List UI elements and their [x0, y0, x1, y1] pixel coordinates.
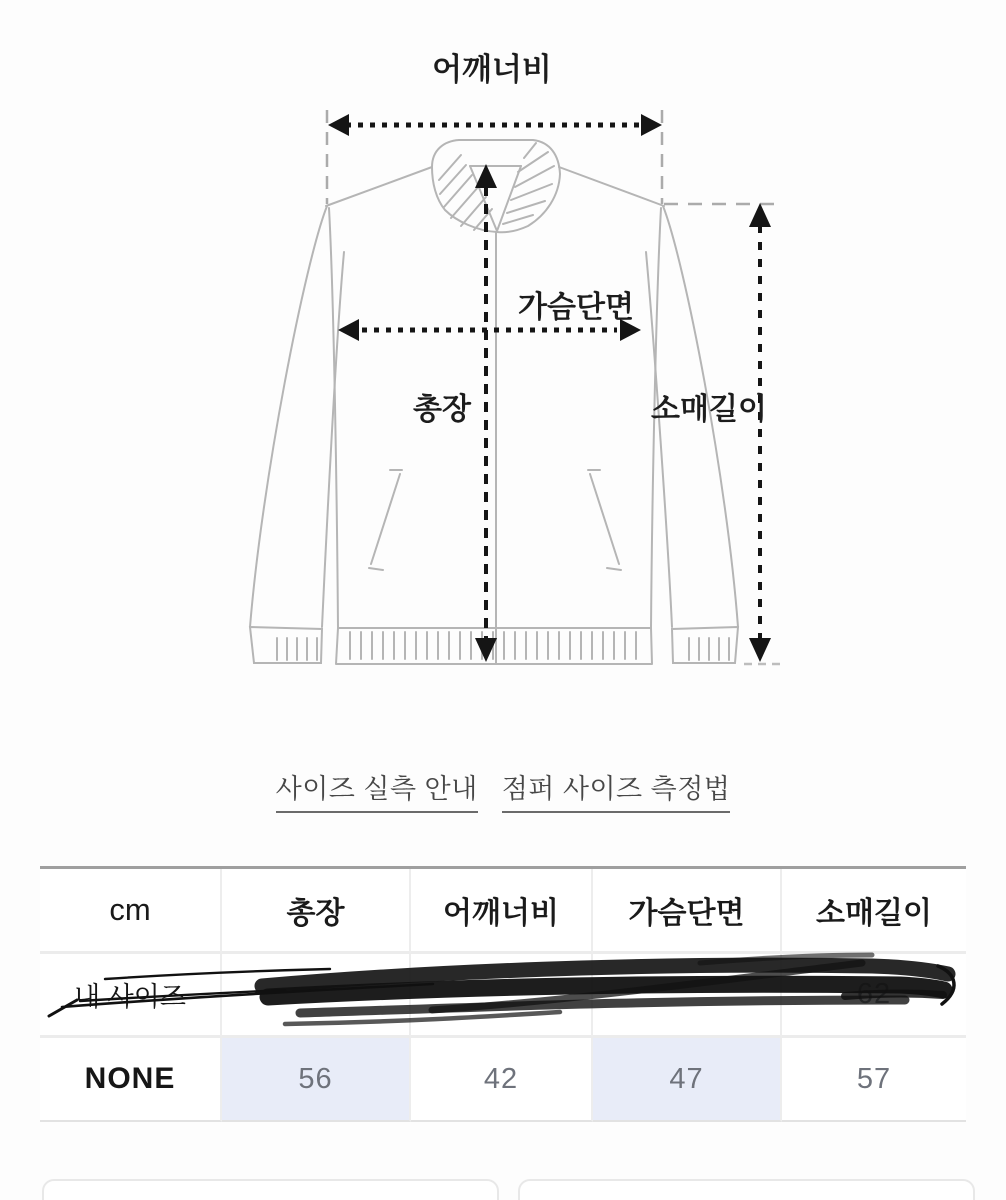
none-label-text: NONE [84, 1062, 176, 1095]
none-sleeve-cell [782, 1038, 966, 1122]
my-size-chest-cell [593, 954, 782, 1038]
none-sleeve-value: 57 [856, 1062, 892, 1095]
shoulder-width-arrow [328, 114, 662, 136]
jumper-measure-link[interactable]: 점퍼 사이즈 측정법 [502, 767, 731, 813]
table-header-length: 총장 [222, 869, 411, 954]
chest-width-label: 가슴단면 [518, 291, 634, 324]
shoulder-width-label: 어깨너비 [432, 52, 552, 87]
my-size-label-text: 내 사이즈 [74, 982, 186, 1012]
my-size-row-label [40, 954, 222, 1038]
left-cuff-rib [250, 627, 322, 663]
total-length-arrow [475, 164, 497, 662]
size-links-row [0, 767, 1006, 813]
sleeve-length-arrow [749, 203, 771, 662]
bottom-card-right[interactable] [518, 1179, 975, 1200]
none-chest-cell [593, 1038, 782, 1122]
my-size-shoulder-cell [411, 954, 593, 1038]
none-shoulder-cell [411, 1038, 593, 1122]
size-table [40, 866, 966, 1122]
right-cuff-rib [672, 627, 738, 663]
my-size-sleeve-cell [782, 954, 966, 1038]
table-header-chest: 가슴단면 [593, 869, 782, 954]
none-length-value: 56 [298, 1062, 333, 1095]
bottom-card-left[interactable] [42, 1179, 499, 1200]
table-header-shoulder: 어깨너비 [411, 869, 593, 954]
my-size-sleeve-value: 62 [856, 978, 892, 1010]
hem-rib [336, 628, 652, 664]
none-shoulder-value: 42 [483, 1062, 519, 1095]
size-guide-link[interactable]: 사이즈 실측 안내 [276, 767, 478, 813]
none-length-cell [222, 1038, 411, 1122]
none-chest-value: 47 [669, 1062, 704, 1095]
right-pocket [588, 470, 621, 570]
total-length-label: 총장 [413, 393, 471, 426]
my-size-length-cell [222, 954, 411, 1038]
sleeve-length-label: 소매길이 [651, 393, 767, 426]
table-header-sleeve: 소매길이 [782, 869, 966, 954]
left-pocket [369, 470, 402, 570]
none-row-label [40, 1038, 222, 1122]
table-header-unit: cm [40, 869, 222, 954]
